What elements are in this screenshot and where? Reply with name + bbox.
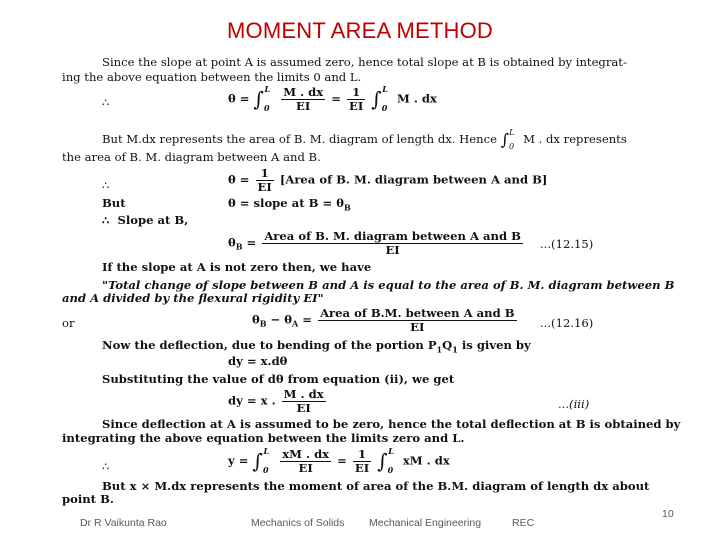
equation-iii: dy = x . $\frac{M . dx}{EI}$ — [228, 387, 324, 415]
text-line: and A divided by the flexural rigidity EI" — [62, 291, 324, 305]
text-line: Since deflection at A is assumed to be zero, hence the total deflection at B is obtained by — [102, 417, 681, 431]
text-line: If the slope at A is not zero then, we have — [102, 260, 372, 274]
text-line: But x × M.dx represents the moment of area of the B.M. diagram of length dx about — [102, 479, 650, 493]
text-line: But M.dx represents the area of B. M. diagram of length dx. Hence $\int_0^L$ M . dx represents — [102, 127, 627, 151]
equation-y-integral: $y = \int_0^L$ $\frac{xM . dx}{EI}$ = $\frac{1}{EI}$ $\int_0^L$ xM . dx — [228, 446, 450, 476]
integral-sign: ∫ — [253, 87, 264, 112]
footer-department: Mechanical Engineering — [369, 517, 482, 529]
text-line: Substituting the value of dθ from equation (ii), we get — [102, 372, 455, 386]
text-line: ing the above equation between the limits 0 and L. — [62, 70, 362, 84]
equation-theta-area: θ = $\frac{1}{EI}$ [Area of B. M. diagram between A and B] — [228, 166, 548, 194]
equation-theta-integral: $\theta = \int_0^L$ $\frac{M . dx}{EI}$ = $\frac{1}{EI}$ $\int_0^L$ M . dx — [228, 84, 437, 114]
text-line: But — [102, 196, 126, 210]
equation-slope-b: θ = slope at $B = \theta_B$ — [228, 196, 351, 213]
text-line: Now the deflection, due to bending of the portion $P_1Q_1$ is given by — [102, 338, 531, 355]
text-line: ∴ Slope at B, — [102, 213, 189, 227]
fraction: $\frac{\text{Area of B. M. diagram between A and B}}{EI}$ — [264, 229, 521, 257]
fraction: $\frac{1}{EI}$ — [354, 447, 370, 475]
page-title: MOMENT AREA METHOD — [227, 18, 493, 43]
equation-number: ...(iii) — [558, 397, 590, 411]
therefore-symbol: ∴ — [102, 178, 110, 192]
footer-institution: REC — [512, 517, 535, 529]
equation-number: ...(12.16) — [540, 316, 594, 330]
fraction: $\frac{M . dx}{EI}$ — [283, 387, 324, 415]
int-upper-limit: L — [264, 84, 271, 95]
equation-12-15: $\theta_B$ = $\frac{\text{Area of B. M. diagram between A and B}}{EI}$ — [228, 229, 521, 257]
fraction: $\frac{1}{EI}$ — [257, 166, 272, 194]
integral-sign: ∫ — [377, 449, 388, 474]
footer-course: Mechanics of Solids — [251, 517, 345, 529]
equation-number: ...(12.15) — [540, 237, 594, 251]
equation-dy: dy = x.dθ — [228, 354, 288, 368]
equation-12-16: $\theta_B - \theta_A$ = $\frac{\text{Area of B.M. between A and B}}{EI}$ — [252, 306, 515, 334]
text-line: Since the slope at point A is assumed zero, hence total slope at B is obtained by integrat- — [102, 55, 627, 69]
fraction: $\frac{\text{Area of B.M. between A and B}}{EI}$ — [320, 306, 515, 334]
integral-sign: ∫ — [500, 130, 509, 149]
therefore-symbol: ∴ — [102, 95, 110, 109]
footer-author: Dr R Vaikunta Rao — [80, 517, 167, 529]
page-number: 10 — [662, 508, 674, 520]
text-line: "Total change of slope between B and A is equal to the area of B. M. diagram between B — [102, 278, 675, 292]
text-line: integrating the above equation between the limits zero and L. — [62, 431, 465, 445]
therefore-symbol: ∴ — [102, 459, 110, 473]
text-line: or — [62, 316, 75, 330]
fraction: $\frac{1}{EI}$ — [348, 85, 364, 113]
integral-sign: ∫ — [371, 87, 382, 112]
text-line: the area of B. M. diagram between A and B. — [62, 150, 321, 164]
fraction: $\frac{M . dx}{EI}$ — [283, 85, 324, 113]
scanned-text-page — [62, 52, 681, 506]
fraction: $\frac{xM . dx}{EI}$ — [282, 447, 330, 475]
int-lower-limit: 0 — [263, 103, 270, 114]
text-line: point B. — [62, 492, 114, 506]
integral-sign: ∫ — [252, 449, 263, 474]
eq-lhs: θ = — [228, 91, 250, 106]
